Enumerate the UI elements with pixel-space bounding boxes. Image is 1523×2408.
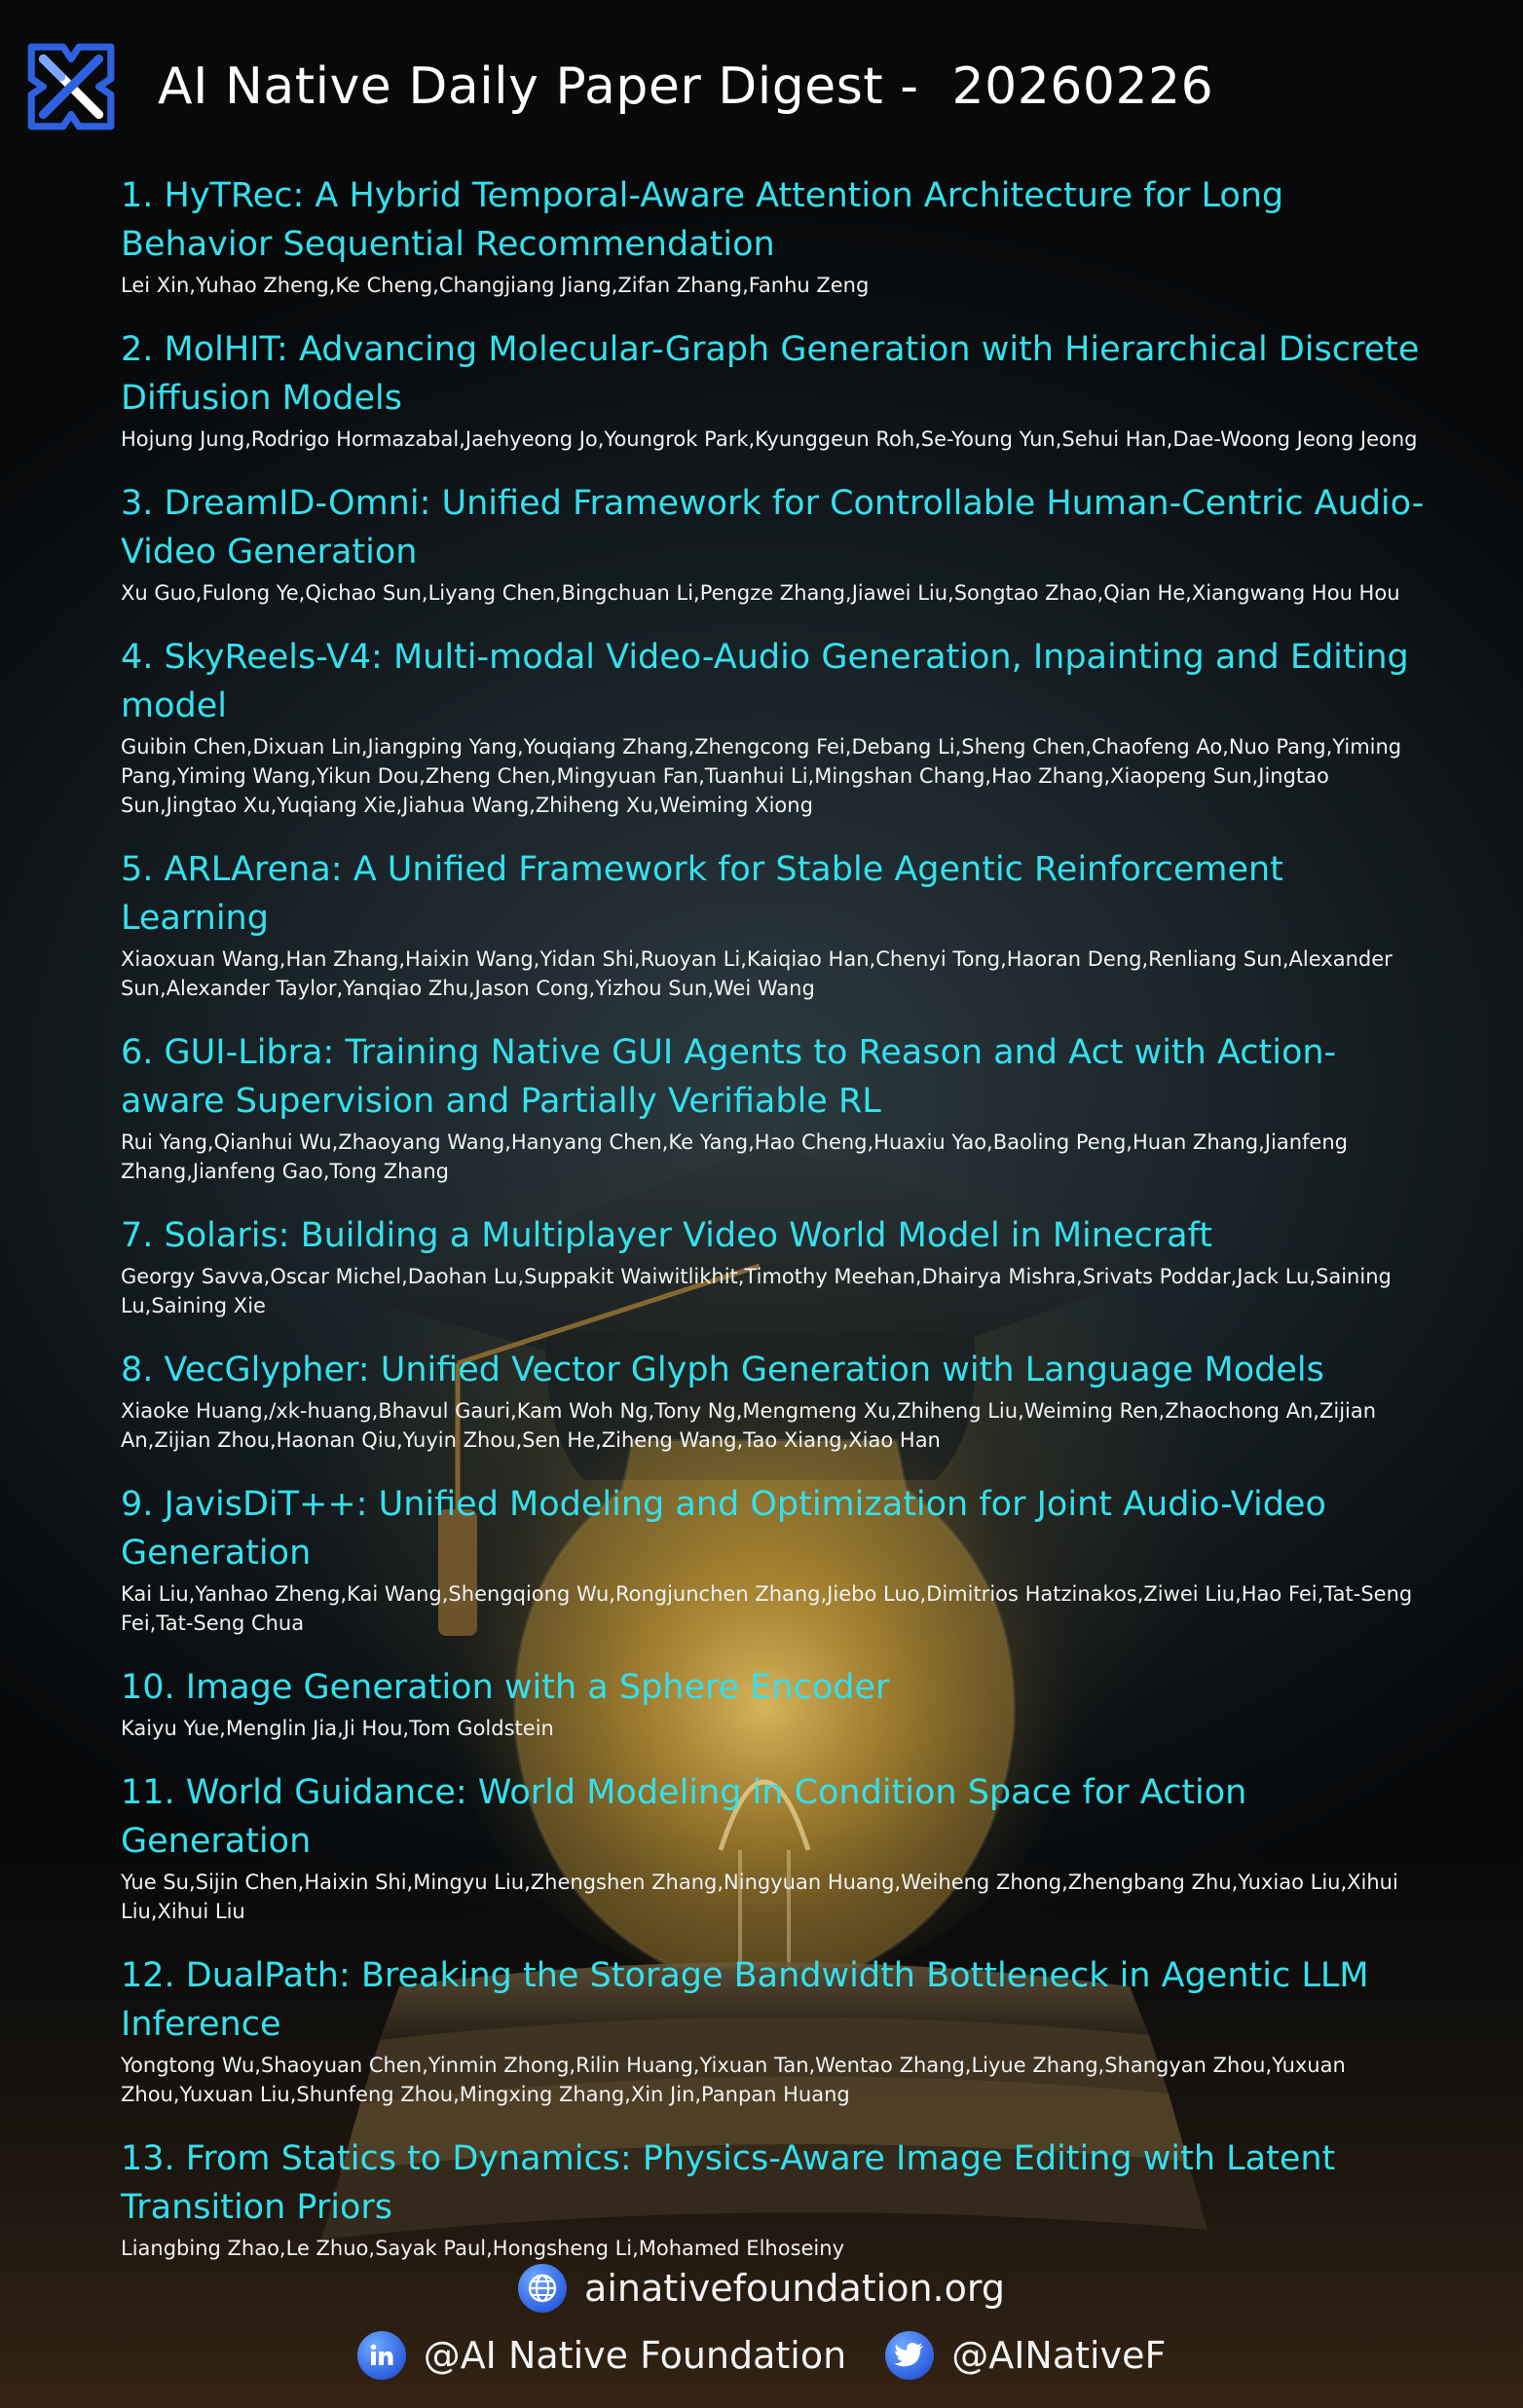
paper-title-link[interactable]: 10. Image Generation with a Sphere Encoder (121, 1668, 890, 1707)
paper-title-link[interactable]: 13. From Statics to Dynamics: Physics-Aware Image Editing with Latent Transition Priors (121, 2139, 1336, 2227)
paper-title-link[interactable]: 9. JavisDiT++: Unified Modeling and Optimization for Joint Audio-Video Generation (121, 1485, 1326, 1573)
x-logo-icon (21, 37, 121, 136)
paper-item (121, 1480, 1437, 1638)
paper-title-link[interactable]: 12. DualPath: Breaking the Storage Bandwidth Bottleneck in Agentic LLM Inference (121, 1956, 1369, 2044)
paper-authors: Xiaoxuan Wang,Han Zhang,Haixin Wang,Yidan Shi,Ruoyan Li,Kaiqiao Han,Chenyi Tong,Haoran Deng,Renliang Sun,Alexander Sun,Alexander Taylor,Yanqiao Zhu,Jason Cong,Yizhou Sun,Wei Wang (121, 947, 1393, 1000)
paper-item (121, 1951, 1437, 2109)
paper-item (121, 479, 1437, 608)
paper-item (121, 1663, 1437, 1743)
footer (0, 2257, 1523, 2389)
page-title: AI Native Daily Paper Digest - 20260226 (158, 57, 1214, 116)
paper-item (121, 1346, 1437, 1455)
paper-title-link[interactable]: 5. ARLArena: A Unified Framework for Stable Agentic Reinforcement Learning (121, 850, 1283, 938)
paper-item (121, 1768, 1437, 1926)
paper-item (121, 633, 1437, 820)
social-row (0, 2321, 1523, 2389)
paper-authors: Hojung Jung,Rodrigo Hormazabal,Jaehyeong Jo,Youngrok Park,Kyunggeun Roh,Se-Young Yun,Sehui Han,Dae-Woong Jeong Jeong (121, 427, 1418, 451)
paper-item (121, 1028, 1437, 1186)
paper-title-link[interactable]: 8. VecGlypher: Unified Vector Glyph Generation with Language Models (121, 1351, 1324, 1389)
twitter-icon (885, 2331, 934, 2380)
paper-authors: Kaiyu Yue,Menglin Jia,Ji Hou,Tom Goldstein (121, 1717, 554, 1740)
paper-title-link[interactable]: 7. Solaris: Building a Multiplayer Video World Model in Minecraft (121, 1216, 1212, 1255)
paper-title-link[interactable]: 4. SkyReels-V4: Multi-modal Video-Audio Generation, Inpainting and Editing model (121, 638, 1409, 725)
header (21, 33, 1482, 140)
paper-authors: Kai Liu,Yanhao Zheng,Kai Wang,Shengqiong Wu,Rongjunchen Zhang,Jiebo Luo,Dimitrios Hatzinakos,Ziwei Liu,Hao Fei,Tat-Seng Fei,Tat-Seng Chua (121, 1582, 1413, 1635)
paper-authors: Lei Xin,Yuhao Zheng,Ke Cheng,Changjiang Jiang,Zifan Zhang,Fanhu Zeng (121, 274, 870, 297)
paper-item (121, 171, 1437, 300)
paper-item (121, 845, 1437, 1003)
paper-title-link[interactable]: 6. GUI-Libra: Training Native GUI Agents to Reason and Act with Action-aware Supervision and Partially Verifiable RL (121, 1033, 1337, 1121)
paper-authors: Yue Su,Sijin Chen,Haixin Shi,Mingyu Liu,Zhengshen Zhang,Ningyuan Huang,Weiheng Zhong,Zhengbang Zhu,Yuxiao Liu,Xihui Liu,Xihui Liu (121, 1871, 1398, 1923)
paper-item (121, 2134, 1437, 2263)
paper-item (121, 1211, 1437, 1320)
paper-list (121, 171, 1437, 2288)
website-row (0, 2257, 1523, 2319)
paper-title-link[interactable]: 2. MolHIT: Advancing Molecular-Graph Generation with Hierarchical Discrete Diffusion Models (121, 330, 1420, 418)
paper-authors: Georgy Savva,Oscar Michel,Daohan Lu,Suppakit Waiwitlikhit,Timothy Meehan,Dhairya Mishra,Srivats Poddar,Jack Lu,Saining Lu,Saining Xie (121, 1265, 1392, 1317)
paper-authors: Xiaoke Huang,/xk-huang,Bhavul Gauri,Kam Woh Ng,Tony Ng,Mengmeng Xu,Zhiheng Liu,Weiming Ren,Zhaochong An,Zijian An,Zijian Zhou,Haonan Qiu,Yuyin Zhou,Sen He,Ziheng Wang,Tao Xiang,Xiao Han (121, 1399, 1377, 1452)
linkedin-handle[interactable]: @AI Native Foundation (423, 2334, 847, 2377)
paper-authors: Xu Guo,Fulong Ye,Qichao Sun,Liyang Chen,Bingchuan Li,Pengze Zhang,Jiawei Liu,Songtao Zhao,Qian He,Xiangwang Hou Hou (121, 581, 1400, 605)
twitter-handle[interactable]: @AINativeF (951, 2334, 1167, 2377)
paper-authors: Yongtong Wu,Shaoyuan Chen,Yinmin Zhong,Rilin Huang,Yixuan Tan,Wentao Zhang,Liyue Zhang,Shangyan Zhou,Yuxuan Zhou,Yuxuan Liu,Shunfeng Zhou,Mingxing Zhang,Xin Jin,Panpan Huang (121, 2054, 1346, 2106)
linkedin-icon (357, 2331, 406, 2380)
paper-title-link[interactable]: 1. HyTRec: A Hybrid Temporal-Aware Attention Architecture for Long Behavior Sequential Recommendation (121, 176, 1284, 264)
paper-authors: Rui Yang,Qianhui Wu,Zhaoyang Wang,Hanyang Chen,Ke Yang,Hao Cheng,Huaxiu Yao,Baoling Peng,Huan Zhang,Jianfeng Zhang,Jianfeng Gao,Tong Zhang (121, 1130, 1348, 1183)
paper-authors: Guibin Chen,Dixuan Lin,Jiangping Yang,Youqiang Zhang,Zhengcong Fei,Debang Li,Sheng Chen,Chaofeng Ao,Nuo Pang,Yiming Pang,Yiming Wang,Yikun Dou,Zheng Chen,Mingyuan Fan,Tuanhui Li,Mingshan Chang,Hao Zhang,Xiaopeng Sun,Jingtao Sun,Jingtao Xu,Yuqiang Xie,Jiahua Wang,Zhiheng Xu,Weiming Xiong (121, 735, 1402, 817)
paper-title-link[interactable]: 11. World Guidance: World Modeling in Condition Space for Action Generation (121, 1773, 1247, 1861)
website-link[interactable]: ainativefoundation.org (584, 2267, 1005, 2310)
globe-icon (518, 2264, 567, 2313)
paper-authors: Liangbing Zhao,Le Zhuo,Sayak Paul,Hongsheng Li,Mohamed Elhoseiny (121, 2237, 844, 2260)
paper-item (121, 325, 1437, 454)
paper-title-link[interactable]: 3. DreamID-Omni: Unified Framework for Controllable Human-Centric Audio-Video Generation (121, 484, 1425, 572)
